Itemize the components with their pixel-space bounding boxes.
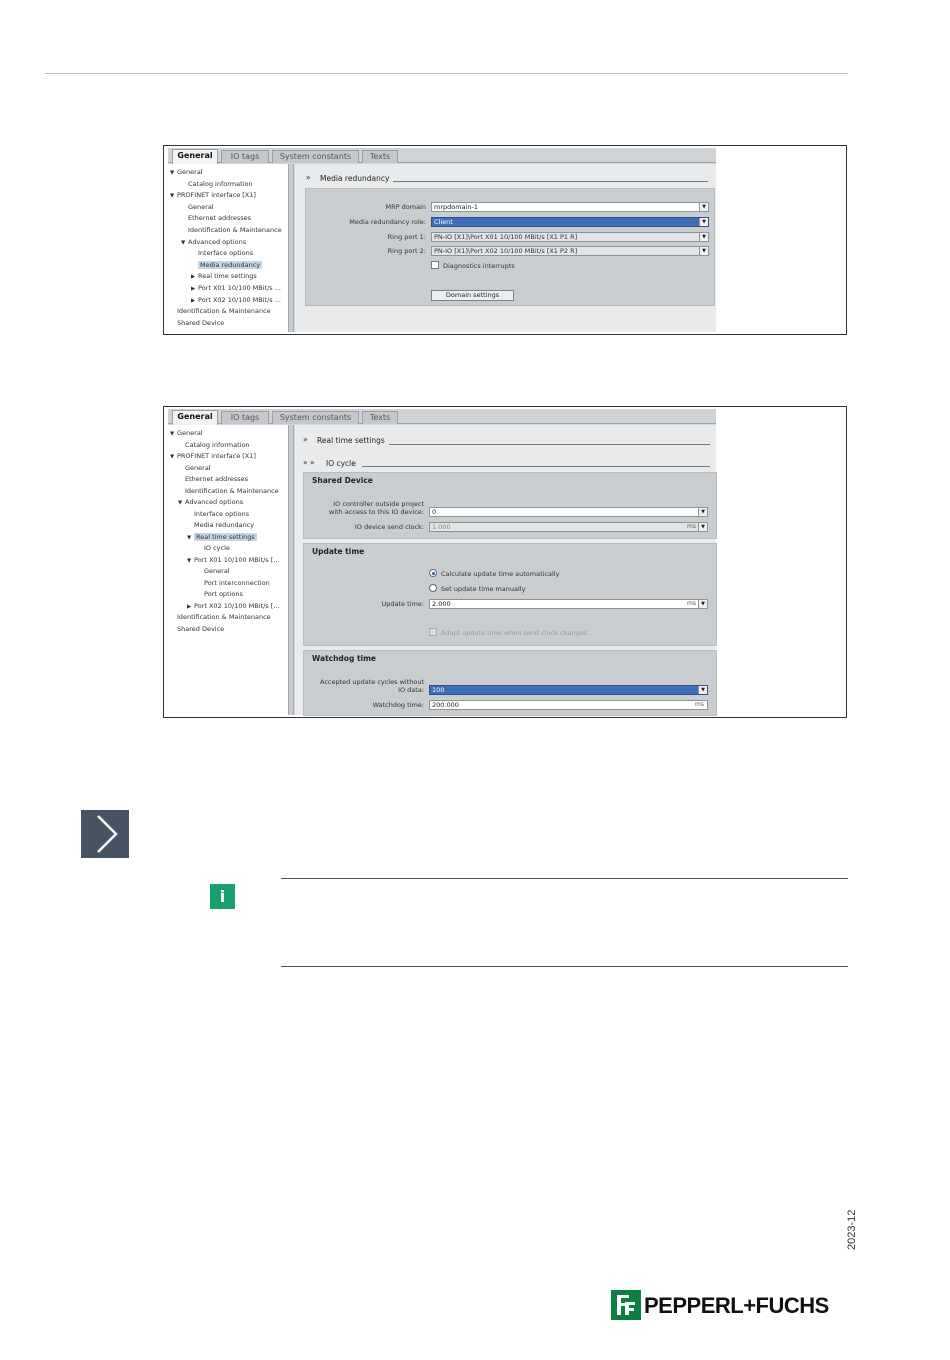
chevron-down-icon[interactable]: ▼ (699, 233, 708, 241)
send-clock-value: 1.000 (432, 523, 451, 531)
note-bottom-rule (281, 966, 848, 967)
tree-item-label: General (177, 168, 203, 176)
navigation-tree (168, 425, 289, 715)
tree-item-label: Shared Device (177, 318, 225, 327)
diagnostics-checkbox[interactable] (431, 261, 439, 269)
tree-item[interactable] (170, 612, 271, 623)
radio-manual-label: Set update time manually (441, 585, 526, 593)
tree-item[interactable] (181, 202, 214, 213)
subsection-arrow-icon[interactable]: » » (303, 458, 315, 467)
accepted-cycles-value: 100 (432, 686, 445, 694)
tree-item-label: IO cycle (204, 544, 230, 552)
screenshot-real-time-settings (163, 406, 847, 718)
collapsed-arrow-icon[interactable]: ▶ (187, 603, 192, 610)
chevron-down-icon[interactable]: ▼ (699, 218, 708, 226)
collapsed-arrow-icon[interactable]: ▶ (191, 274, 196, 281)
tree-item-label: Identification & Maintenance (188, 226, 282, 234)
tab-system-constants[interactable]: System constants (272, 150, 359, 163)
diagnostics-label: Diagnostics interrupts (443, 262, 515, 270)
radio-calculate-automatically[interactable] (429, 569, 437, 577)
tab-general[interactable]: General (172, 410, 218, 425)
tab-io-tags[interactable]: IO tags (221, 411, 269, 424)
send-clock-field (429, 522, 708, 532)
mrp-domain-value: mrpdomain-1 (434, 203, 478, 211)
ring-port-1-label: Ring port 1: (387, 233, 426, 241)
io-controller-select[interactable] (429, 507, 708, 517)
navigation-tree (168, 164, 289, 332)
send-clock-label: IO device send clock: (354, 523, 424, 531)
procedure-arrow-box (81, 810, 129, 858)
media-redundancy-panel (305, 188, 715, 306)
header-rule (45, 73, 848, 74)
shared-device-panel (303, 472, 717, 539)
ring-port-1-select[interactable] (431, 232, 709, 242)
tab-texts[interactable]: Texts (362, 411, 398, 424)
mrp-domain-label: MRP domain (385, 203, 426, 211)
tree-item[interactable] (197, 543, 230, 554)
tree-item-label: Identification & Maintenance (177, 307, 271, 316)
tree-item[interactable] (191, 260, 262, 271)
note-top-rule (281, 878, 848, 879)
tree-item-label: Identification & Maintenance (185, 486, 279, 495)
brand-name: PEPPERL+FUCHS (644, 1293, 829, 1318)
update-time-panel (303, 543, 717, 646)
subsection-title: IO cycle (326, 459, 356, 468)
tree-item-label: PROFINET interface [X1] (177, 191, 256, 200)
tab-io-tags[interactable]: IO tags (221, 150, 269, 163)
watchdog-time-value: 200.000 (432, 701, 459, 709)
tree-item[interactable] (170, 428, 203, 439)
tab-general[interactable]: General (172, 149, 218, 164)
screenshot-media-redundancy (163, 145, 847, 335)
expanded-arrow-icon[interactable]: ▼ (170, 454, 175, 460)
tree-item-label: Port X01 10/100 MBit/s ... (198, 284, 281, 292)
tree-item[interactable] (187, 532, 257, 543)
tree-item-label: Port X01 10/100 MBit/s [... (194, 555, 280, 564)
chevron-down-icon[interactable]: ▼ (699, 247, 708, 255)
accepted-cycles-label-line2: IO data: (398, 686, 424, 694)
tree-item[interactable] (197, 578, 270, 589)
accepted-cycles-label-line1: Accepted update cycles without (320, 678, 424, 686)
tab-bar (168, 409, 716, 424)
tree-item-label: General (185, 463, 211, 472)
role-label: Media redundancy role: (349, 218, 426, 226)
expanded-arrow-icon[interactable]: ▼ (178, 500, 183, 506)
tree-item[interactable] (181, 225, 282, 236)
shared-device-title: Shared Device (312, 476, 373, 485)
tree-item-label: Interface options (194, 509, 250, 518)
chevron-down-icon[interactable]: ▼ (698, 508, 707, 516)
tree-item[interactable] (197, 566, 230, 577)
tree-item-label: Real time settings (196, 532, 255, 541)
ring-port-2-label: Ring port 2: (387, 247, 426, 255)
tree-item-label: Advanced options (188, 237, 247, 246)
watchdog-time-unit: ms (695, 701, 704, 708)
update-time-value: 2.000 (432, 600, 451, 608)
tree-item[interactable] (181, 237, 246, 248)
section-title: Media redundancy (320, 174, 390, 183)
adapt-update-time-label: Adapt update time when send clock changes (441, 629, 588, 637)
update-time-title: Update time (312, 547, 365, 556)
tree-item[interactable] (197, 589, 243, 600)
chevron-down-icon[interactable]: ▼ (698, 686, 707, 694)
expanded-arrow-icon[interactable]: ▼ (181, 239, 186, 246)
tree-item[interactable] (178, 463, 211, 474)
section-title: Real time settings (317, 436, 385, 445)
tree-item[interactable] (191, 295, 281, 306)
section-arrow-icon[interactable]: » (303, 435, 308, 444)
role-select[interactable] (431, 217, 709, 227)
ring-port-2-value: PN-IO [X1]\Port X02 10/100 MBit/s [X1 P2 R] (434, 247, 578, 255)
chevron-down-icon[interactable]: ▼ (699, 203, 708, 211)
tree-item[interactable] (178, 474, 248, 485)
section-divider (389, 444, 710, 445)
adapt-update-time-checkbox[interactable] (429, 628, 437, 636)
update-time-select[interactable] (429, 599, 708, 609)
tree-item[interactable] (170, 190, 256, 201)
tree-item-label: General (177, 429, 203, 437)
tab-bar (168, 148, 716, 163)
chevron-right-icon (81, 810, 129, 858)
section-arrow-icon[interactable]: » (306, 173, 311, 182)
tree-item-label: Port X02 10/100 MBit/s ... (198, 295, 281, 304)
tree-item-label: Ethernet addresses (188, 214, 251, 223)
role-value: Client (434, 218, 453, 226)
tree-item[interactable] (178, 486, 279, 497)
chevron-down-icon: ▼ (698, 523, 707, 531)
info-icon: i (210, 884, 235, 909)
tree-item[interactable] (191, 271, 257, 282)
tree-item-label: Interface options (198, 249, 254, 258)
expanded-arrow-icon[interactable]: ▼ (187, 534, 192, 541)
tree-item[interactable] (191, 283, 281, 294)
tree-item[interactable] (170, 167, 203, 178)
watchdog-time-panel (303, 650, 717, 716)
tree-item-label: PROFINET interface [X1] (177, 452, 256, 460)
tree-item-label: Media redundancy (200, 260, 261, 269)
expanded-arrow-icon[interactable]: ▼ (170, 170, 175, 176)
io-controller-label-line2: with access to this IO device: (329, 508, 424, 516)
tree-item-label: Port interconnection (204, 578, 270, 587)
tree-item-label: Shared Device (177, 624, 225, 633)
tree-item-label: Advanced options (185, 498, 244, 506)
tree-item[interactable] (181, 179, 253, 190)
tree-item[interactable] (178, 497, 243, 508)
tree-item-label: Ethernet addresses (185, 475, 248, 483)
tree-item-label: Port X02 10/100 MBit/s [... (194, 601, 280, 610)
tree-item[interactable] (187, 509, 249, 520)
tree-item[interactable] (187, 520, 254, 531)
radio-set-manually[interactable] (429, 584, 437, 592)
update-time-unit: ms (687, 600, 696, 607)
ring-port-2-select[interactable] (431, 246, 709, 256)
tree-item-label: General (188, 202, 214, 211)
section-divider (393, 181, 708, 182)
tree-item-label: Catalog information (188, 179, 253, 188)
domain-settings-button[interactable]: Domain settings (431, 290, 514, 301)
send-clock-unit: ms (687, 523, 696, 530)
expanded-arrow-icon[interactable]: ▼ (170, 431, 175, 437)
collapsed-arrow-icon[interactable]: ▶ (191, 286, 196, 292)
watchdog-time-title: Watchdog time (312, 654, 376, 663)
tree-item-label: Identification & Maintenance (177, 613, 271, 621)
radio-calculate-label: Calculate update time automatically (441, 570, 560, 578)
tree-splitter[interactable] (289, 164, 294, 332)
properties-window (168, 148, 716, 332)
tree-splitter[interactable] (289, 425, 294, 715)
update-time-label: Update time: (381, 600, 424, 608)
expanded-arrow-icon[interactable]: ▼ (187, 557, 192, 564)
io-controller-value: 0 (432, 508, 437, 516)
tree-item[interactable] (181, 213, 251, 224)
tab-texts[interactable]: Texts (362, 150, 398, 163)
collapsed-arrow-icon[interactable]: ▶ (191, 297, 196, 304)
subsection-divider (362, 466, 710, 467)
tree-item[interactable] (170, 624, 224, 635)
chevron-down-icon[interactable]: ▼ (698, 600, 707, 608)
tree-item-label: Port options (204, 590, 243, 598)
tree-item[interactable] (187, 601, 279, 612)
date-code: 2023-12 (846, 1209, 858, 1250)
properties-window (168, 409, 716, 715)
ring-port-1-value: PN-IO [X1]\Port X01 10/100 MBit/s [X1 P1 R] (434, 233, 578, 241)
tree-item-label: Catalog information (185, 440, 250, 449)
brand-mark-icon (611, 1290, 641, 1320)
content-area (295, 425, 716, 715)
tree-item[interactable] (191, 248, 253, 259)
tree-item-label: Media redundancy (194, 521, 255, 529)
expanded-arrow-icon[interactable]: ▼ (170, 193, 175, 200)
accepted-cycles-select[interactable] (429, 685, 708, 695)
mrp-domain-select[interactable] (431, 202, 709, 212)
watchdog-time-field (429, 700, 708, 710)
tree-item-label: Real time settings (198, 272, 257, 281)
tree-item[interactable] (170, 451, 256, 462)
tab-system-constants[interactable]: System constants (272, 411, 359, 424)
tree-item[interactable] (170, 306, 271, 317)
tree-item-label: General (204, 567, 230, 575)
io-controller-label-line1: IO controller outside project (333, 500, 424, 508)
tree-item[interactable] (178, 440, 250, 451)
content-area (295, 164, 716, 332)
tree-item[interactable] (170, 318, 224, 329)
tree-item[interactable] (187, 555, 279, 566)
watchdog-time-label: Watchdog time: (372, 701, 424, 709)
